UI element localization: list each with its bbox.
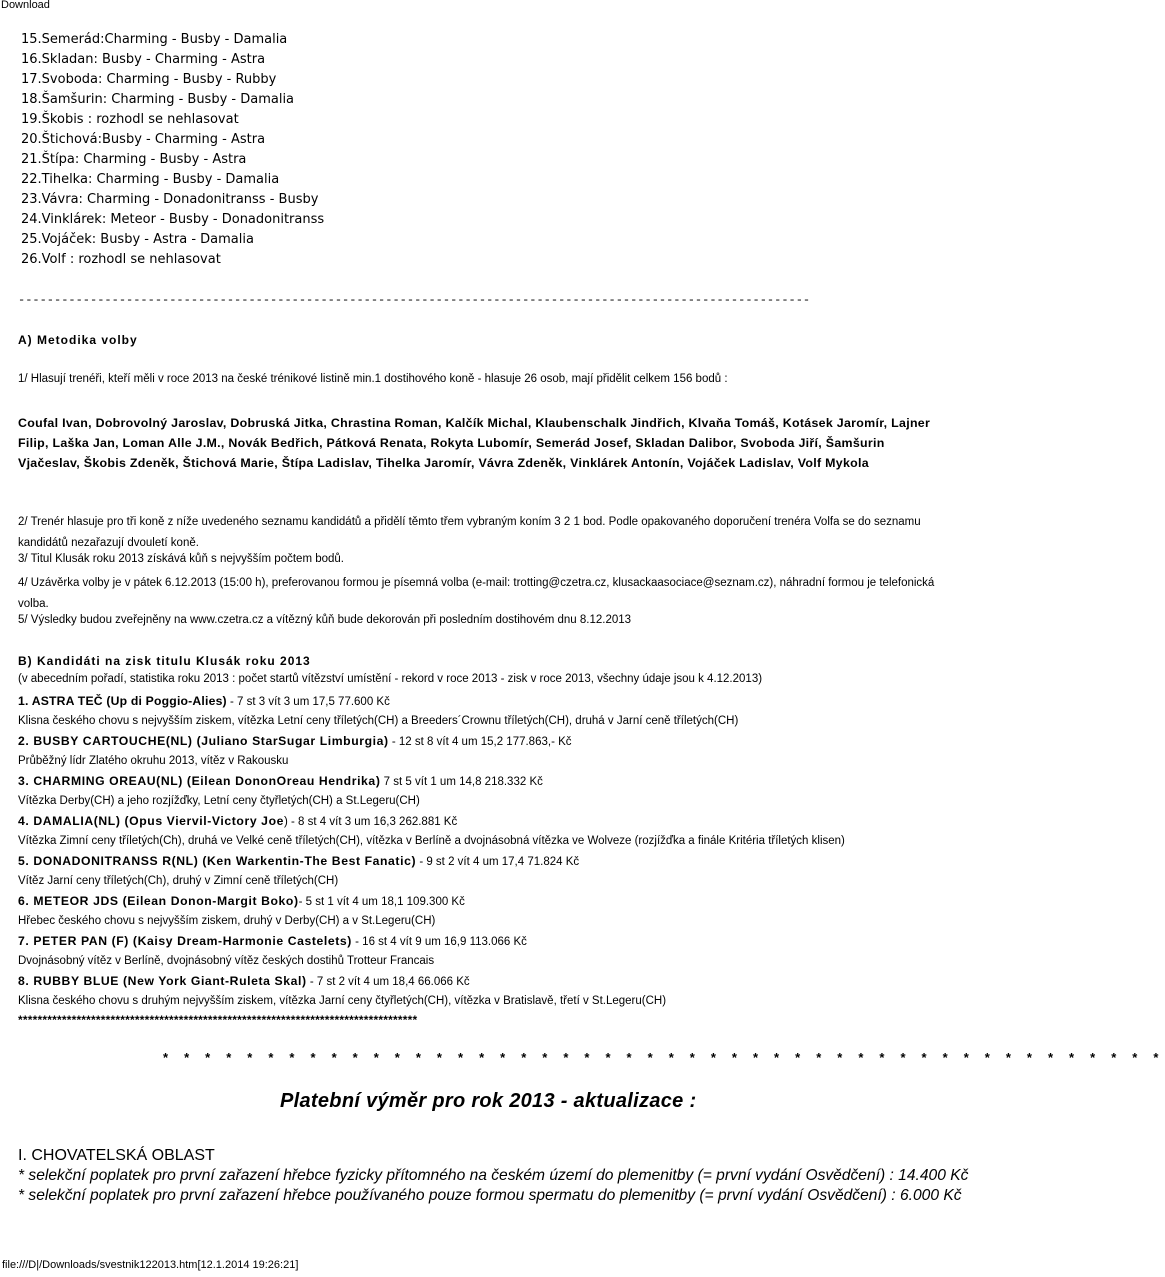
candidate-note: Klisna českého chovu s nejvyšším ziskem, vítězka Letní ceny tříletých(CH) a Breeders´Crownu tříletých(CH), druhá v Jarní ceně tříletých(CH) [18,715,739,727]
candidate-row [18,931,963,951]
candidate-stats: - 9 st 2 vít 4 um 17,4 71.824 Kč [416,856,580,868]
candidates-intro: (v abecedním pořadí, statistika roku 2013 : počet startů vítězství umístění - rekord v roce 2013 - zisk v roce 2013, všechny údaje jsou k 4.12.2013) [18,673,763,685]
candidate-name: 8. RUBBY BLUE (New York Giant-Ruleta Skal) [18,974,307,988]
candidate-row [18,731,963,751]
vote-item: 17.Svoboda: Charming - Busby - Rubby [21,72,277,87]
vote-item: 16.Skladan: Busby - Charming - Astra [21,52,266,67]
candidate-name: 1. ASTRA TEČ (Up di Poggio-Alies) [18,694,227,708]
footer-path: file:///D|/Downloads/svestnik122013.htm[12.1.2014 19:26:21] [2,1259,299,1271]
candidate-note: Klisna českého chovu s druhým nejvyšším ziskem, vítězka Jarní ceny čtyřletých(CH), vítězka v Bratislavě, třetí v St.Legeru(CH) [18,995,667,1007]
section-b-heading: B) Kandidáti na zisk titulu Klusák roku 2013 [18,654,311,668]
rule-1: 1/ Hlasují trenéři, kteří měli v roce 2013 na české trénikové listině min.1 dostihového koně - hlasuje 26 osob, mají přidělit celkem 156 bodů : [18,373,728,385]
candidate-note: Průběžný lídr Zlatého okruhu 2013, vítěz v Rakousku [18,755,289,767]
candidate-row [18,851,963,871]
candidate-name: 2. BUSBY CARTOUCHE(NL) (Juliano StarSugar Limburgia) [18,734,389,748]
candidate-note: Vítězka Derby(CH) a jeho rozjížďky, Letní ceny čtyřletých(CH) a St.Legeru(CH) [18,795,420,807]
candidate-list [18,691,963,1011]
section-a-heading: A) Metodika volby [18,333,138,347]
candidate-note: Vítěz Jarní ceny tříletých(Ch), druhý v Zimní ceně tříletých(CH) [18,875,339,887]
candidate-row [18,771,963,791]
rule-4: 4/ Uzávěrka volby je v pátek 6.12.2013 (15:00 h), preferovanou formou je písemná volba (e-mail: trotting@czetra.cz, klusackaasociace@seznam.cz), náhradní formou je telefonická volba. [18,577,935,610]
candidate-name: 4. DAMALIA(NL) (Opus Viervil-Victory Joe [18,814,284,828]
vote-item: 25.Vojáček: Busby - Astra - Damalia [21,232,254,247]
rule-2: 2/ Trenér hlasuje pro tři koně z níže uvedeného seznamu kandidátů a přidělí těmto třem vybraným koním 3 2 1 bod. Podle opakovaného doporučení trenéra Volfa se do seznamu kandidátů nezařazují dvouletí koně. [18,516,921,549]
candidate-name: 5. DONADONITRANSS R(NL) (Ken Warkentin-The Best Fanatic) [18,854,417,868]
vote-list [21,30,324,270]
candidate-name: 7. PETER PAN (F) (Kaisy Dream-Harmonie Castelets) [18,934,352,948]
vote-item: 24.Vinklárek: Meteor - Busby - Donadonitranss [21,212,325,227]
fee-item: * selekční poplatek pro první zařazení hřebce fyzicky přítomného na českém území do plemenitby (= první vydání Osvědčení) : 14.400 Kč [18,1167,969,1184]
fee-item: * selekční poplatek pro první zařazení hřebce používaného pouze formou spermatu do plemenitby (= první vydání Osvědčení) : 6.000 Kč [18,1187,962,1204]
stars-divider-spaced: * * * * * * * * * * * * * * * * * * * * * * * * * * * * * * * * * * * * * * * * * * * * * * * * [163,1050,1165,1065]
candidate-stats: - 7 st 2 vít 4 um 18,4 66.066 Kč [306,976,470,988]
candidate-note: Vítězka Zimní ceny tříletých(Ch), druhá ve Velké ceně tříletých(CH), vítězka v Berlíně a dvojnásobná vítězka ve Wolveze (rozjížďka a finále Kritéria tříletých klisen) [18,835,845,847]
candidate-name: 6. METEOR JDS (Eilean Donon-Margit Boko) [18,894,299,908]
separator-line: -------------------------------------------------------------------------------------------------------------- [18,293,811,307]
candidate-stats: - 12 st 8 vít 4 um 15,2 177.863,- Kč [388,736,572,748]
voters-list: Coufal Ivan, Dobrovolný Jaroslav, Dobruská Jitka, Chrastina Roman, Kalčík Michal, Klaubenschalk Jindřich, Klvaňa Tomáš, Kotásek Jaromír, Lajner Filip, Laška Jan, Loman Alle J.M., Novák Bedřich, Pátková Renata, Rokyta Lubomír, Semerád Josef, Skladan Dalibor, Svoboda Jiří, Šamšurin Vjačeslav, Škobis Zdeněk, Štichová Marie, Štípa Ladislav, Tihelka Jaromír, Vávra Zdeněk, Vinklárek Antonín, Vojáček Ladislav, Volf Mykola [18,416,931,470]
candidate-stats: ) - 8 st 4 vít 3 um 16,3 262.881 Kč [284,816,458,828]
rule-5: 5/ Výsledky budou zveřejněny na www.czetra.cz a vítězný kůň bude dekorován při posledním dostihovém dnu 8.12.2013 [18,614,632,626]
fee-title: Platební výměr pro rok 2013 - aktualizace : [280,1090,697,1112]
candidate-note: Dvojnásobný vítěz v Berlíně, dvojnásobný vítěz českých dostihů Trotteur Francais [18,955,435,967]
stars-divider: ********************************************************************************** [18,1013,418,1027]
candidate-stats: - 7 st 3 vít 3 um 17,5 77.600 Kč [226,696,390,708]
candidate-row [18,691,963,711]
vote-item: 26.Volf : rozhodl se nehlasovat [21,252,221,267]
candidate-row [18,811,963,831]
download-link[interactable]: Download [1,0,50,11]
candidate-name: 3. CHARMING OREAU(NL) (Eilean DononOreau Hendrika) [18,774,381,788]
rule-3: 3/ Titul Klusák roku 2013 získává kůň s nejvyšším počtem bodů. [18,553,344,565]
vote-item: 22.Tihelka: Charming - Busby - Damalia [21,172,280,187]
vote-item: 23.Vávra: Charming - Donadonitranss - Busby [21,192,319,207]
vote-item: 19.Škobis : rozhodl se nehlasovat [21,112,239,127]
vote-item: 21.Štípa: Charming - Busby - Astra [21,152,247,167]
candidate-row [18,971,963,991]
candidate-stats: - 5 st 1 vít 4 um 18,1 109.300 Kč [298,896,465,908]
breeding-section-title: I. CHOVATELSKÁ OBLAST [18,1147,215,1164]
candidate-row [18,891,963,911]
vote-item: 18.Šamšurin: Charming - Busby - Damalia [21,92,295,107]
candidate-stats: 7 st 5 vít 1 um 14,8 218.332 Kč [380,776,543,788]
vote-item: 15.Semerád:Charming - Busby - Damalia [21,32,288,47]
candidate-stats: - 16 st 4 vít 9 um 16,9 113.066 Kč [351,936,527,948]
vote-item: 20.Štichová:Busby - Charming - Astra [21,132,266,147]
candidate-note: Hřebec českého chovu s nejvyšším ziskem, druhý v Derby(CH) a v St.Legeru(CH) [18,915,436,927]
